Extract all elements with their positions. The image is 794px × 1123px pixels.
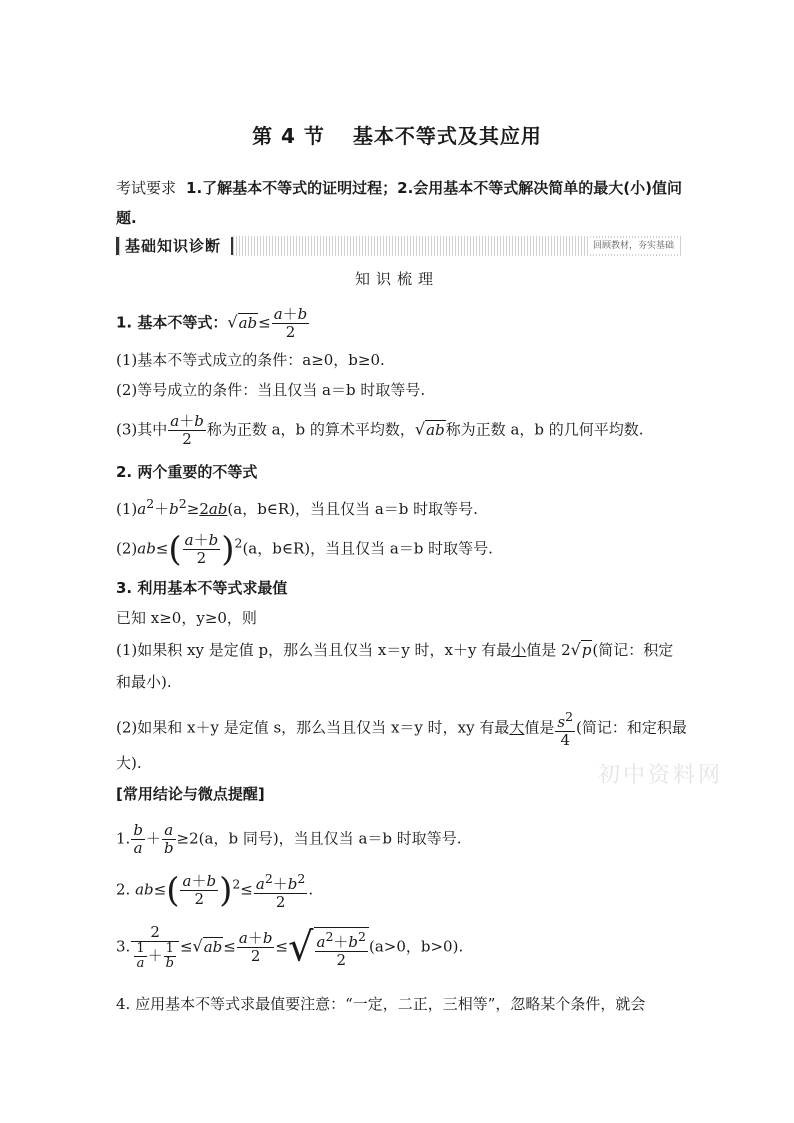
s1-item2: (2)等号成立的条件：当且仅当 a＝b 时取等号. bbox=[116, 381, 426, 399]
s3-item2-post: (简记：和定积最 bbox=[576, 718, 687, 737]
s1-item3: (3)其中 $\frac{a+b}{2}$ 称为正数 a，b 的算术平均数，√ab称为正数 a，b 的几何平均数. bbox=[116, 412, 644, 448]
banner-subtitle: 回顾教材，夯实基础 bbox=[589, 238, 678, 254]
s3-item2: (2)如果和 x＋y 是定值 s，那么当且仅当 x＝y 时，xy 有最大值是 $\frac{s^2}{4}$ (简记：和定积最 bbox=[116, 709, 687, 749]
s1-heading-line: 1. 基本不等式：√ab≤ $\frac{a+b}{2}$ bbox=[116, 305, 308, 341]
s3-item2-pre: (2)如果和 x＋y 是定值 s，那么当且仅当 x＝y 时，xy 有最 bbox=[116, 718, 510, 737]
s3-head: 3. 利用基本不等式求最值 bbox=[116, 579, 288, 597]
tip-3-cond: (a>0，b>0). bbox=[368, 937, 464, 956]
section-banner bbox=[116, 236, 682, 256]
banner-title: 基础知识诊断 bbox=[121, 236, 233, 256]
banner-bar bbox=[116, 237, 119, 255]
s3-item1-pre: (1)如果积 xy 是定值 p，那么当且仅当 x＝y 时，x＋y 有最 bbox=[116, 641, 512, 659]
s3-item2-underlined: 大 bbox=[509, 718, 525, 737]
s3-item1-mid: 值是 bbox=[526, 641, 557, 659]
s2-item1: $(1)a^2+b^2\ge 2ab(a$，b∈R)，当且仅当 a＝b 时取等号. bbox=[116, 496, 478, 518]
s2-item2-rest: (a，b∈R)，当且仅当 a＝b 时取等号. bbox=[242, 539, 493, 558]
requirements-text: 1.了解基本不等式的证明过程；2.会用基本不等式解决简单的最大(小)值问题. bbox=[116, 179, 683, 227]
s2-head: 2. 两个重要的不等式 bbox=[116, 463, 258, 481]
s3-given: 已知 x≥0，y≥0，则 bbox=[116, 609, 257, 627]
s3-item1-underlined: 小 bbox=[511, 641, 527, 659]
watermark: 初中资料网 bbox=[598, 763, 724, 788]
s1-head: 1. 基本不等式： bbox=[116, 313, 228, 332]
banner-bar bbox=[231, 237, 233, 255]
page-title bbox=[0, 120, 794, 149]
tips-head: [常用结论与微点提醒] bbox=[116, 785, 265, 803]
s3-item1-cont: 和最小). bbox=[116, 673, 172, 691]
s3-item2-cont: 大). bbox=[116, 754, 142, 772]
s2-item2: (2)ab≤( $\frac{a+b}{2}$ )$^2$(a，b∈R)，当且仅当 a＝b 时取等号. bbox=[116, 529, 493, 570]
s3-item1-post: (简记：积定 bbox=[592, 641, 674, 659]
s1-item3-mid: 称为正数 a，b 的算术平均数， bbox=[206, 420, 415, 439]
s3-item1: (1)如果积 xy 是定值 p，那么当且仅当 x＝y 时，x＋y 有最小值是 2√p(简记：积定 bbox=[116, 640, 674, 659]
exam-requirements bbox=[116, 173, 682, 233]
chapter-number: 第 4 节 bbox=[252, 124, 325, 148]
tip-1: 1. $\frac{b}{a}$ ＋ $\frac{a}{b}$ ≥2(a，b 同号)，当且仅当 a＝b 时取等号. bbox=[116, 821, 462, 857]
s2-item1-rest: (a，b∈R)，当且仅当 a＝b 时取等号. bbox=[227, 500, 478, 518]
s1-item3-pre: (3)其中 bbox=[116, 420, 168, 439]
tip-3: 3. 2 $\frac{1}{a}$ ＋ $\frac{1}{b}$ ≤√ab≤ $\frac{a+b}{2}$ ≤√ $\frac{a^2+b^2}{2}$ (a>0，b>0). bbox=[116, 923, 464, 971]
s1-item1: (1)基本不等式成立的条件：a≥0，b≥0. bbox=[116, 351, 385, 369]
tip-2: 2. ab≤( $\frac{a+b}{2}$ )$^2$≤ $\frac{a^2+b^2}{2}$ . bbox=[116, 870, 314, 911]
tip-1-rest: ≥2(a，b 同号)，当且仅当 a＝b 时取等号. bbox=[176, 829, 462, 848]
s1-item3-post: 称为正数 a，b 的几何平均数. bbox=[445, 420, 644, 439]
section-title: 知识梳理 bbox=[354, 270, 439, 288]
s4-text: 4. 应用基本不等式求最值要注意：“一定，二正，三相等”，忽略某个条件，就会 bbox=[116, 995, 646, 1013]
chapter-name: 基本不等式及其应用 bbox=[352, 124, 542, 148]
requirements-label: 考试要求 bbox=[116, 179, 177, 197]
s3-item2-mid: 值是 bbox=[524, 718, 555, 737]
